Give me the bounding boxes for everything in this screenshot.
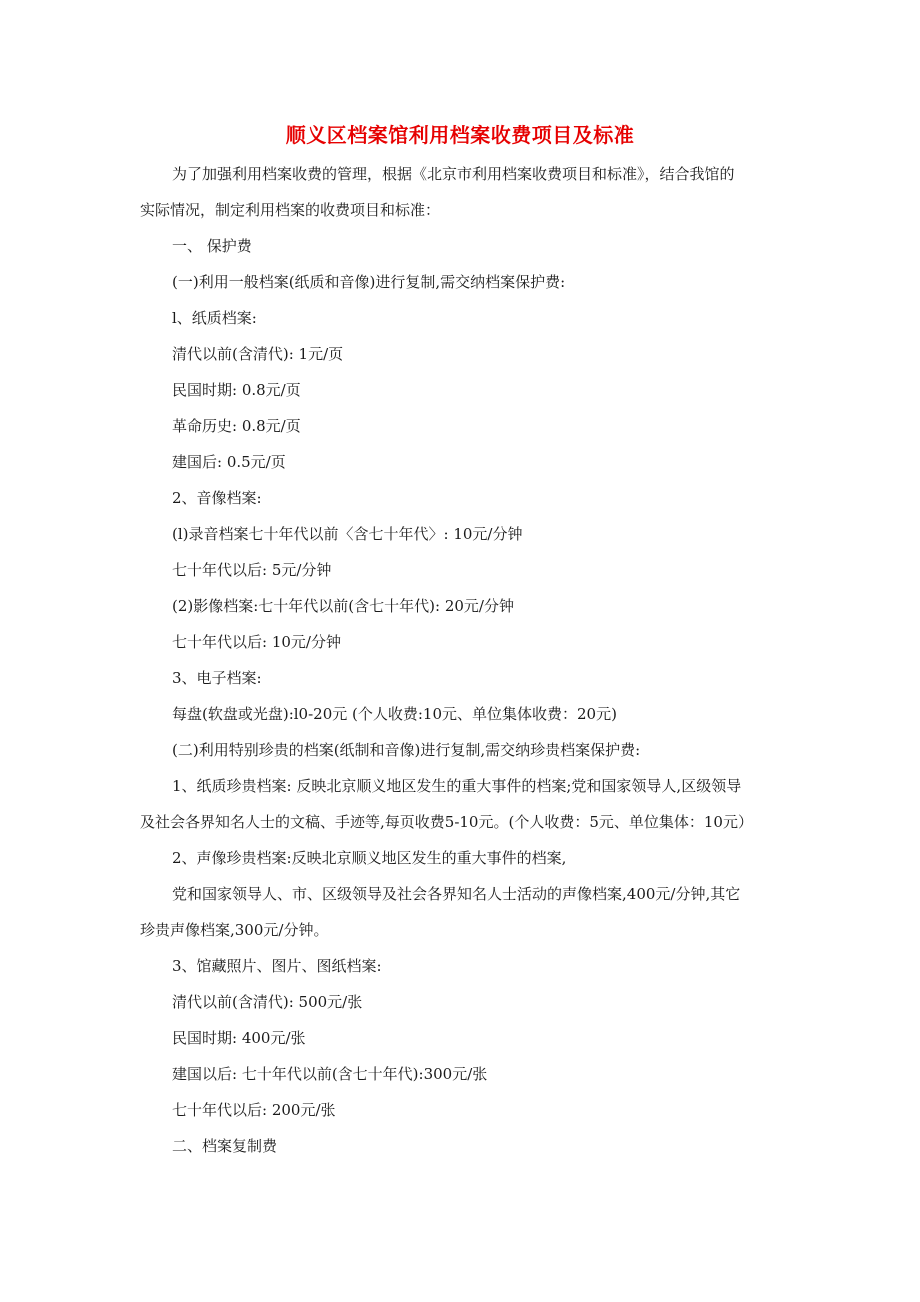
list-item: 七十年代以后: 5元/分钟 — [172, 561, 332, 579]
list-item: (l)录音档案七十年代以前〈含七十年代〉: 10元/分钟 — [172, 525, 523, 543]
list-item: (2)影像档案:七十年代以前(含七十年代): 20元/分钟 — [172, 597, 514, 615]
subsection-heading: (一)利用一般档案(纸质和音像)进行复制,需交纳档案保护费: — [172, 273, 566, 291]
list-item: 2、声像珍贵档案:反映北京顺义地区发生的重大事件的档案, — [172, 849, 567, 867]
list-item: l、纸质档案: — [172, 309, 257, 327]
section-heading: 一、 保护费 — [172, 237, 252, 255]
document-body — [140, 164, 788, 1172]
list-item: 建国以后: 七十年代以前(含七十年代):300元/张 — [172, 1065, 488, 1083]
paper-rare-line-2: 及社会各界知名人士的文稿、手迹等,每页收费5-10元。(个人收费：5元、单位集体：10元） — [140, 813, 753, 831]
list-item: 每盘(软盘或光盘):l0-20元 (个人收费:10元、单位集体收费：20元) — [172, 705, 617, 723]
intro-line-1: 为了加强利用档案收费的管理，根据《北京市利用档案收费项目和标准》，结合我馆的 — [172, 165, 735, 183]
paper-rare-paragraph — [140, 768, 788, 840]
sound-rare-line-2: 珍贵声像档案,300元/分钟。 — [140, 921, 329, 939]
sound-rare-paragraph — [140, 876, 788, 948]
list-item: 清代以前(含清代): 1元/页 — [172, 345, 344, 363]
intro-paragraph — [140, 156, 788, 228]
list-item: 民国时期: 0.8元/页 — [172, 381, 301, 399]
list-item: 3、电子档案: — [172, 669, 262, 687]
list-item: 2、音像档案: — [172, 489, 262, 507]
list-item: 清代以前(含清代): 500元/张 — [172, 993, 363, 1011]
list-item: 革命历史: 0.8元/页 — [172, 417, 301, 435]
intro-line-2: 实际情况，制定利用档案的收费项目和标准： — [140, 201, 441, 219]
list-item: 3、馆藏照片、图片、图纸档案: — [172, 957, 382, 975]
paper-rare-line-1: 1、纸质珍贵档案: 反映北京顺义地区发生的重大事件的档案;党和国家领导人,区级领导 — [172, 777, 742, 795]
list-item: 民国时期: 400元/张 — [172, 1029, 306, 1047]
document-title: 顺义区档案馆利用档案收费项目及标准 — [285, 123, 635, 147]
list-item: 七十年代以后: 200元/张 — [172, 1101, 336, 1119]
list-item: 建国后: 0.5元/页 — [172, 453, 286, 471]
section-heading: 二、档案复制费 — [172, 1137, 278, 1155]
sound-rare-line-1: 党和国家领导人、市、区级领导及社会各界知名人士活动的声像档案,400元/分钟,其它 — [172, 885, 741, 903]
subsection-heading: (二)利用特别珍贵的档案(纸制和音像)进行复制,需交纳珍贵档案保护费: — [172, 741, 641, 759]
list-item: 七十年代以后: 10元/分钟 — [172, 633, 341, 651]
